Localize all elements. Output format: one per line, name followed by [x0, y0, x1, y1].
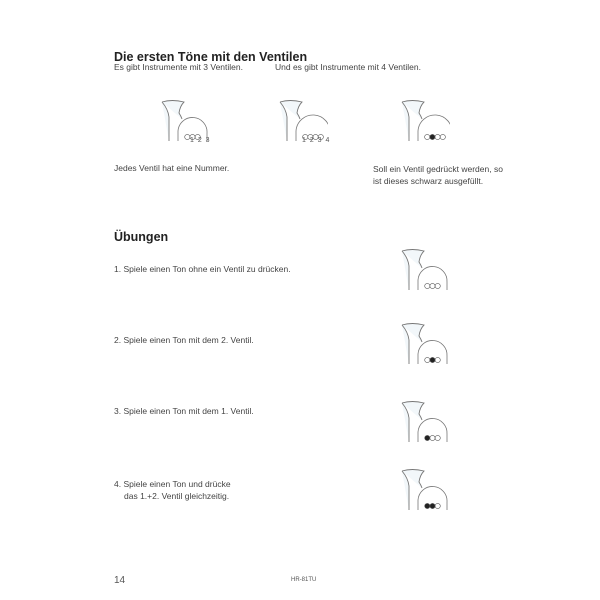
valve-numbers: 1 2 3	[190, 137, 211, 144]
bell-outline	[402, 324, 424, 365]
valve-open	[425, 357, 430, 362]
valve-open	[430, 435, 435, 440]
exercise-1: 1. Spiele einen Ton ohne ein Ventil zu drücken.	[114, 264, 291, 274]
valve-pressed	[425, 503, 430, 508]
valve-open	[425, 283, 430, 288]
valve-open	[435, 503, 440, 508]
valve-open	[435, 134, 440, 139]
note-right-1: Soll ein Ventil gedrückt werden, so	[373, 164, 503, 174]
valve-pressed	[430, 134, 435, 139]
valve-open	[425, 134, 430, 139]
exercise-4-line1: 4. Spiele einen Ton und drücke	[114, 479, 231, 489]
valve-open	[435, 435, 440, 440]
bell-outline	[162, 101, 184, 142]
valve-pressed	[430, 357, 435, 362]
intro-right: Und es gibt Instrumente mit 4 Ventilen.	[275, 62, 421, 72]
exercise-3: 3. Spiele einen Ton mit dem 1. Ventil.	[114, 406, 254, 416]
exercise-4-line2: das 1.+2. Ventil gleichzeitig.	[124, 491, 230, 501]
valve-open	[430, 283, 435, 288]
page-title: Die ersten Töne mit den Ventilen	[114, 50, 308, 64]
valve-open	[435, 283, 440, 288]
page-number: 14	[114, 575, 126, 586]
bell-outline	[402, 470, 424, 511]
bell-outline	[402, 402, 424, 443]
valve-pressed	[430, 503, 435, 508]
bell-outline	[402, 101, 424, 142]
bell-outline	[402, 250, 424, 291]
note-right-2: ist dieses schwarz ausgefüllt.	[373, 176, 484, 186]
note-left: Jedes Ventil hat eine Nummer.	[114, 163, 230, 173]
tuba-exercise-2	[398, 320, 450, 368]
tuba-exercise-1	[398, 246, 450, 294]
exercise-2: 2. Spiele einen Ton mit dem 2. Ventil.	[114, 335, 254, 345]
book-code: HR-81TU	[291, 577, 317, 583]
tuba-exercise-4	[398, 466, 450, 514]
valve-open	[440, 134, 445, 139]
valve-numbers: 1 2 3 4	[302, 137, 331, 144]
tuba-exercise-3	[398, 398, 450, 446]
tuba-diagram-pressed-example	[398, 97, 450, 145]
valve-open	[435, 357, 440, 362]
valve-pressed	[425, 435, 430, 440]
intro-left: Es gibt Instrumente mit 3 Ventilen.	[114, 62, 243, 72]
exercises-title: Übungen	[114, 230, 169, 244]
bell-outline	[280, 101, 302, 142]
